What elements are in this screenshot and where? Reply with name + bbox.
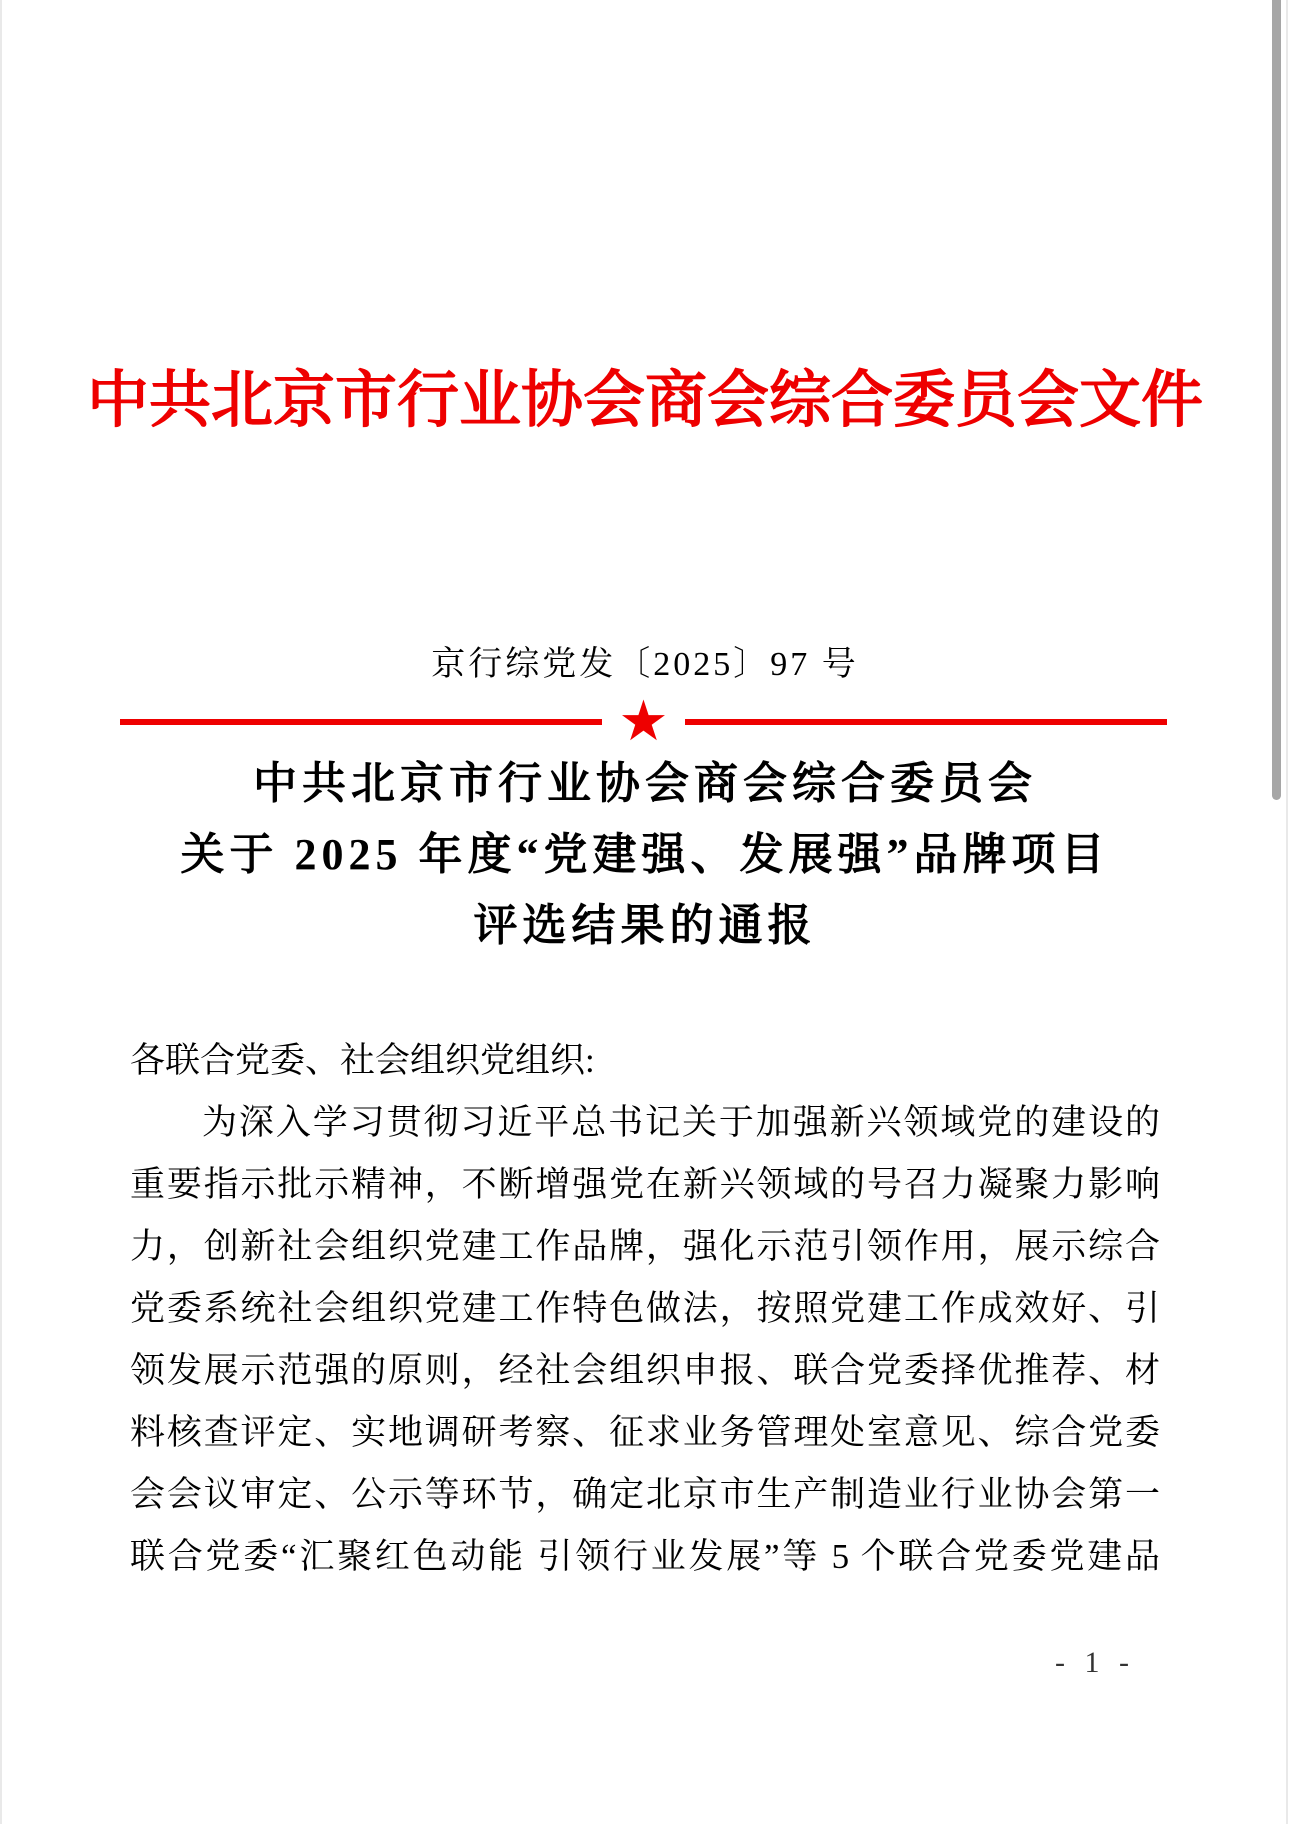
body-line: 料核查评定、实地调研考察、征求业务管理处室意见、综合党委 (130, 1413, 1160, 1452)
document-title-line-3: 评选结果的通报 (473, 901, 817, 950)
document-number: 京行综党发〔2025〕97 号 (431, 646, 859, 683)
scrollbar-thumb[interactable] (1272, 0, 1281, 800)
red-rule-left (120, 719, 602, 725)
document-title (130, 748, 1160, 961)
body-line: 联合党委“汇聚红色动能 引领行业发展”等 5 个联合党委党建品 (130, 1537, 1160, 1576)
body-line: 力，创新社会组织党建工作品牌，强化示范引领作用，展示综合 (130, 1227, 1160, 1266)
red-star-icon: ★ (618, 691, 669, 753)
document-title-line-2: 关于 2025 年度“党建强、发展强”品牌项目 (180, 830, 1110, 879)
body-line: 会会议审定、公示等环节，确定北京市生产制造业行业协会第一 (130, 1475, 1160, 1514)
scrollbar-track[interactable] (1286, 0, 1288, 1824)
body-line: 为深入学习贯彻习近平总书记关于加强新兴领域党的建设的 (202, 1103, 1160, 1142)
red-rule-right (685, 719, 1167, 725)
red-divider (120, 691, 1167, 753)
body-line: 党委系统社会组织党建工作特色做法，按照党建工作成效好、引 (130, 1289, 1160, 1328)
body-line: 重要指示批示精神，不断增强党在新兴领域的号召力凝聚力影响 (130, 1165, 1160, 1204)
red-letterhead-title: 中共北京市行业协会商会综合委员会文件 (86, 367, 1203, 435)
page-number: - 1 - (1055, 1646, 1135, 1679)
document-title-line-1: 中共北京市行业协会商会综合委员会 (253, 759, 1037, 808)
page-left-edge (0, 0, 2, 1824)
body-paragraph (130, 1092, 1160, 1588)
body-line: 领发展示范强的原则，经社会组织申报、联合党委择优推荐、材 (130, 1351, 1160, 1390)
salutation: 各联合党委、社会组织党组织: (130, 1041, 595, 1080)
